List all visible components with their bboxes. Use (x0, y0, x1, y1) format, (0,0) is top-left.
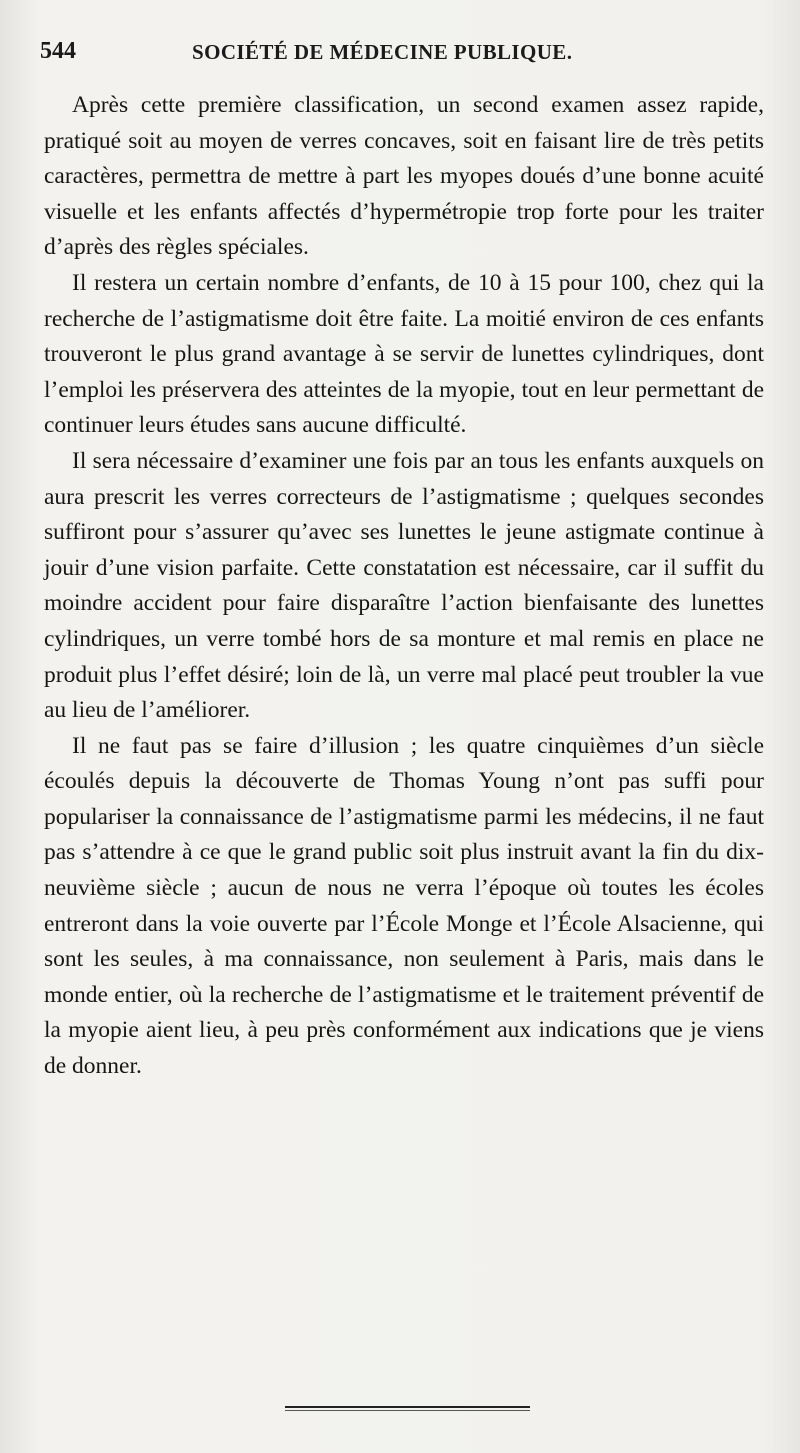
paragraph-astigmatism-search: Il restera un certain nombre d’enfants, de 10 à 15 pour 100, chez qui la recherche de l’astigmatisme doit être faite. La moitié environ de ces enfants trouveront le plus grand avantage à se servir de lunettes cylindriques, dont l’emploi les préservera des atteintes de la myopie, tout en leur permettant de continuer leurs études sans aucune difficulté. (44, 269, 764, 439)
paragraph-classification: Après cette première classification, un second examen assez rapide, pratiqué soit au moyen de verres concaves, soit en faisant lire de très petits caractères, permettra de mettre à part les myopes doués d’une bonne acuité visuelle et les enfants affectés d’hypermétropie trop forte pour les traiter d’après des règles spéciales. (44, 92, 764, 261)
paragraph-conclusion: Il ne faut pas se faire d’illusion ; les quatre cinquièmes d’un siècle écoulés depuis la découverte de Thomas Young n’ont pas suffi pour populariser la connaissance de l’astigmatisme parmi les médecins, il ne faut pas s’attendre à ce que le grand public soit plus instruit avant la fin du dix-neuvième siècle ; aucun de nous ne verra l’époque où toutes les écoles entreront dans la voie ouverte par l’École Monge et l’École Alsacienne, qui sont les seules, à ma connaissance, non seulement à Paris, mais dans le monde entier, où la recherche de l’astigmatisme et le traitement préventif de la myopie aient lieu, à peu près conformément aux indications que je viens de donner. (44, 732, 764, 1080)
closing-rule (285, 1406, 530, 1408)
page-number: 544 (40, 38, 76, 64)
page-header (40, 38, 760, 78)
running-head: SOCIÉTÉ DE MÉDECINE PUBLIQUE. (192, 40, 573, 64)
body-text (44, 88, 764, 1085)
paragraph-annual-examination: Il sera nécessaire d’examiner une fois par an tous les enfants auxquels on aura prescrit les verres correcteurs de l’astigmatisme ; quelques secondes suffiront pour s’assurer qu’avec ses lunettes le jeune astigmate continue à jouir d’une vision parfaite. Cette constatation est nécessaire, car il suffit du moindre accident pour faire disparaître l’action bienfaisante des lunettes cylindriques, un verre tombé hors de sa monture et mal remis en place ne produit plus l’effet désiré; loin de là, un verre mal placé peut troubler la vue au lieu de l’améliorer. (44, 447, 764, 724)
